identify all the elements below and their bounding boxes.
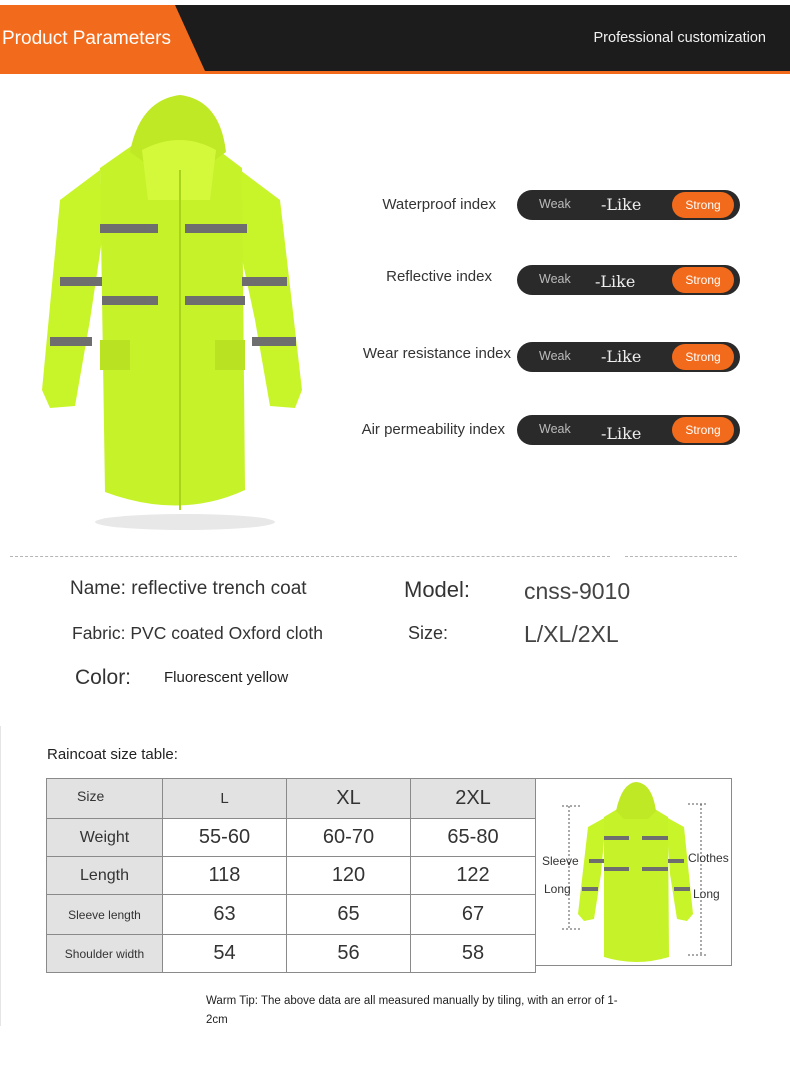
rating-like-label: -Like [601,347,642,366]
clothes-long-label: Long [693,887,720,901]
table-header-cell: XL [287,779,411,819]
table-row-label: Shoulder width [47,935,163,973]
table-cell: 122 [411,857,536,895]
fabric-info: Fabric: PVC coated Oxford cloth [72,623,323,643]
table-cell: 56 [287,935,411,973]
rating-strong-label: Strong [672,417,734,443]
table-cell: 118 [163,857,287,895]
table-cell: 65-80 [411,819,536,857]
rating-strong-label: Strong [672,344,734,370]
table-header-cell: L [163,779,287,819]
table-cell: 60-70 [287,819,411,857]
table-header-cell: Size [47,779,163,819]
table-cell: 55-60 [163,819,287,857]
sleeve-long-label: Long [544,882,571,896]
rating-strong-label: Strong [672,267,734,293]
rating-strong-label: Strong [672,192,734,218]
rating-like-label: -Like [595,272,636,291]
page-title: Product Parameters [2,28,171,49]
header-banner [0,0,790,74]
color-label: Color: [75,666,132,689]
rating-like-label: -Like [601,424,642,443]
header-accent-line [0,71,790,74]
table-row-label: Length [47,857,163,895]
header-subtitle: Professional customization [593,30,766,46]
product-name: Name: reflective trench coat [70,578,307,599]
section-divider [10,556,610,557]
table-cell: 63 [163,895,287,935]
table-cell: 65 [287,895,411,935]
table-header-cell: 2XL [411,779,536,819]
color-value: Fluorescent yellow [164,669,289,686]
measurement-figure [535,778,732,966]
reflective-index-rating [517,265,740,295]
table-cell: 120 [287,857,411,895]
table-header-row [47,779,536,819]
air-permeability-index-rating [517,415,740,445]
air-permeability-index-label: Air permeability index [361,421,505,438]
measurement-coat-icon [536,779,733,967]
section-divider [625,556,737,557]
table-row [47,895,536,935]
size-label: Size: [408,623,449,643]
size-table-title: Raincoat size table: [47,746,178,763]
warm-tip-note: Warm Tip: The above data are all measured manually by tiling, with an error of 1-2cm [206,995,618,1026]
sleeve-label: Sleeve [542,854,579,868]
table-row-label: Weight [47,819,163,857]
clothes-label: Clothes [688,851,729,865]
raincoat-image [30,90,320,540]
waterproof-index-rating [517,190,740,220]
table-row [47,935,536,973]
table-row-label: Sleeve length [47,895,163,935]
table-row [47,857,536,895]
model-value: cnss-9010 [524,578,631,604]
reflective-index-label: Reflective index [386,268,492,285]
table-cell: 54 [163,935,287,973]
table-cell: 58 [411,935,536,973]
rating-weak-label: Weak [539,197,571,211]
rating-like-label: -Like [601,195,642,214]
rating-weak-label: Weak [539,349,571,363]
table-cell: 67 [411,895,536,935]
rating-weak-label: Weak [539,422,571,436]
size-value: L/XL/2XL [524,621,619,647]
size-table [46,778,536,973]
rating-weak-label: Weak [539,272,571,286]
waterproof-index-label: Waterproof index [382,196,496,213]
table-row [47,819,536,857]
wear-resistance-index-rating [517,342,740,372]
wear-resistance-index-label: Wear resistance index [362,345,511,362]
model-label: Model: [404,577,471,602]
left-edge-line [0,726,1,1026]
